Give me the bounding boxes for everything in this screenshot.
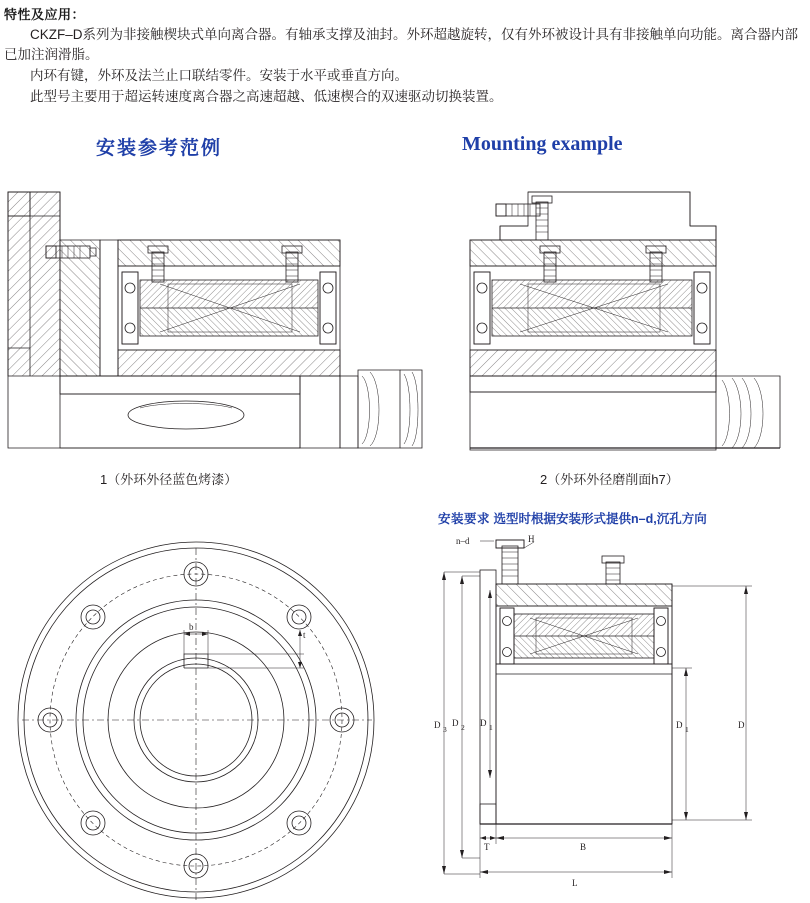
svg-text:t: t bbox=[303, 630, 306, 640]
svg-text:D: D bbox=[480, 718, 487, 728]
svg-text:1: 1 bbox=[489, 723, 493, 732]
svg-text:H: H bbox=[528, 534, 535, 544]
svg-text:B: B bbox=[580, 842, 587, 852]
figure-titles bbox=[0, 133, 810, 163]
intro-text-block bbox=[0, 0, 810, 108]
figure-mounting-example-2 bbox=[440, 180, 810, 465]
caption-figure-2: 2（外环外径磨削面h7） bbox=[540, 472, 679, 487]
svg-text:n–d: n–d bbox=[456, 536, 470, 546]
paragraph-1: CKZF–D系列为非接触楔块式单向离合器。有轴承支撑及油封。外环超越旋转，仅有外环被设计具有非接触单向功能。离合器内部已加注润滑脂。 bbox=[4, 27, 799, 62]
svg-text:D: D bbox=[676, 720, 683, 730]
svg-text:L: L bbox=[572, 878, 578, 888]
title-chinese: 安装参考范例 bbox=[96, 138, 223, 159]
svg-text:2: 2 bbox=[461, 723, 465, 732]
svg-text:T: T bbox=[484, 842, 490, 852]
svg-text:1: 1 bbox=[685, 725, 689, 734]
figure-flange-front-view bbox=[0, 528, 420, 903]
svg-text:b: b bbox=[189, 622, 194, 632]
svg-text:D: D bbox=[452, 718, 459, 728]
install-requirement-note bbox=[438, 509, 707, 527]
svg-text:3: 3 bbox=[443, 725, 447, 734]
figure-dimension-section-view bbox=[430, 528, 810, 903]
svg-text:D: D bbox=[738, 720, 745, 730]
install-note-label: 安装要求 bbox=[438, 512, 491, 526]
paragraph-2: 内环有键，外环及法兰止口联结零件。安装于水平或垂直方向。 bbox=[30, 68, 408, 83]
section-heading: 特性及应用： bbox=[4, 7, 86, 22]
paragraph-3: 此型号主要用于超运转速度离合器之高速超越、低速楔合的双速驱动切换装置。 bbox=[30, 89, 503, 104]
caption-figure-1: 1（外环外径蓝色烤漆） bbox=[100, 472, 238, 487]
figure-mounting-example-1 bbox=[0, 180, 430, 465]
svg-text:D: D bbox=[434, 720, 441, 730]
install-note-text: 选型时根据安装形式提供n–d,沉孔方向 bbox=[493, 512, 707, 526]
title-english: Mounting example bbox=[462, 133, 623, 155]
